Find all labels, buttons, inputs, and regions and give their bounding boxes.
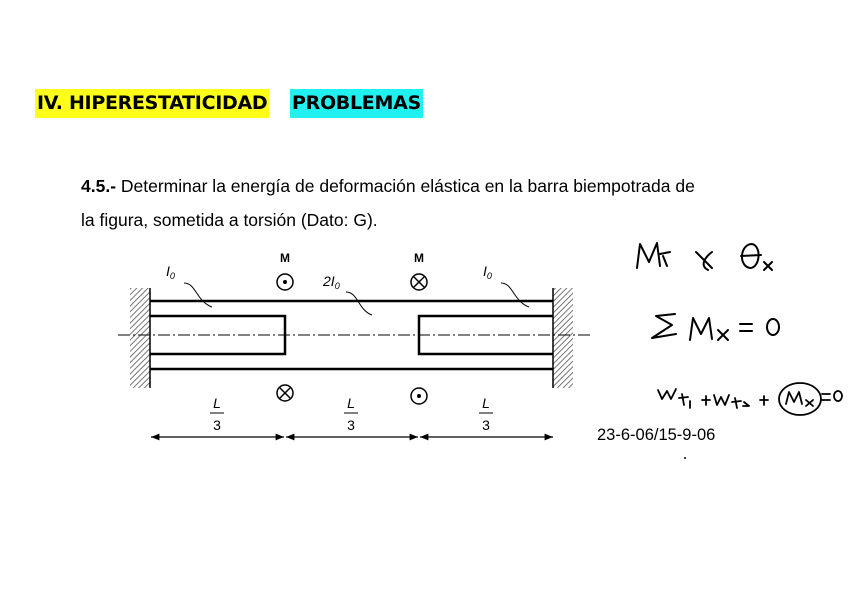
problem-number: 4.5.-: [81, 176, 117, 196]
moment-label-left: M: [280, 251, 290, 265]
svg-text:3: 3: [213, 417, 221, 433]
svg-text:3: 3: [347, 417, 355, 433]
moment-label-right: M: [414, 251, 424, 265]
handwritten-note-2: [652, 314, 779, 340]
inertia-label-mid: $2I_0$: [323, 273, 340, 291]
svg-text:L: L: [213, 395, 221, 411]
svg-text:3: 3: [482, 417, 490, 433]
svg-text:L: L: [482, 395, 490, 411]
right-wall: [553, 288, 573, 388]
length-label-2: [344, 395, 358, 433]
left-wall: [130, 288, 150, 388]
section-heading: IV. HIPERESTATICIDAD: [35, 89, 269, 118]
reaction-in-icon: [277, 385, 293, 401]
inertia-label-left: $I_0$: [166, 263, 175, 281]
svg-text:L: L: [347, 395, 355, 411]
problem-statement-line-2: la figura, sometida a torsión (Dato: G).: [81, 210, 378, 230]
date-note: 23-6-06/15-9-06: [597, 426, 716, 444]
handwritten-note-3: [658, 383, 842, 415]
problems-heading: PROBLEMAS: [290, 89, 423, 118]
length-label-1: [210, 395, 224, 433]
inertia-label-right: $I_0$: [483, 263, 492, 281]
problem-text-1: Determinar la energía de deformación elástica en la barra biempotrada de: [116, 176, 695, 196]
length-label-3: [479, 395, 493, 433]
moment-in-icon: [411, 274, 427, 290]
handwritten-note-1: [637, 243, 772, 270]
